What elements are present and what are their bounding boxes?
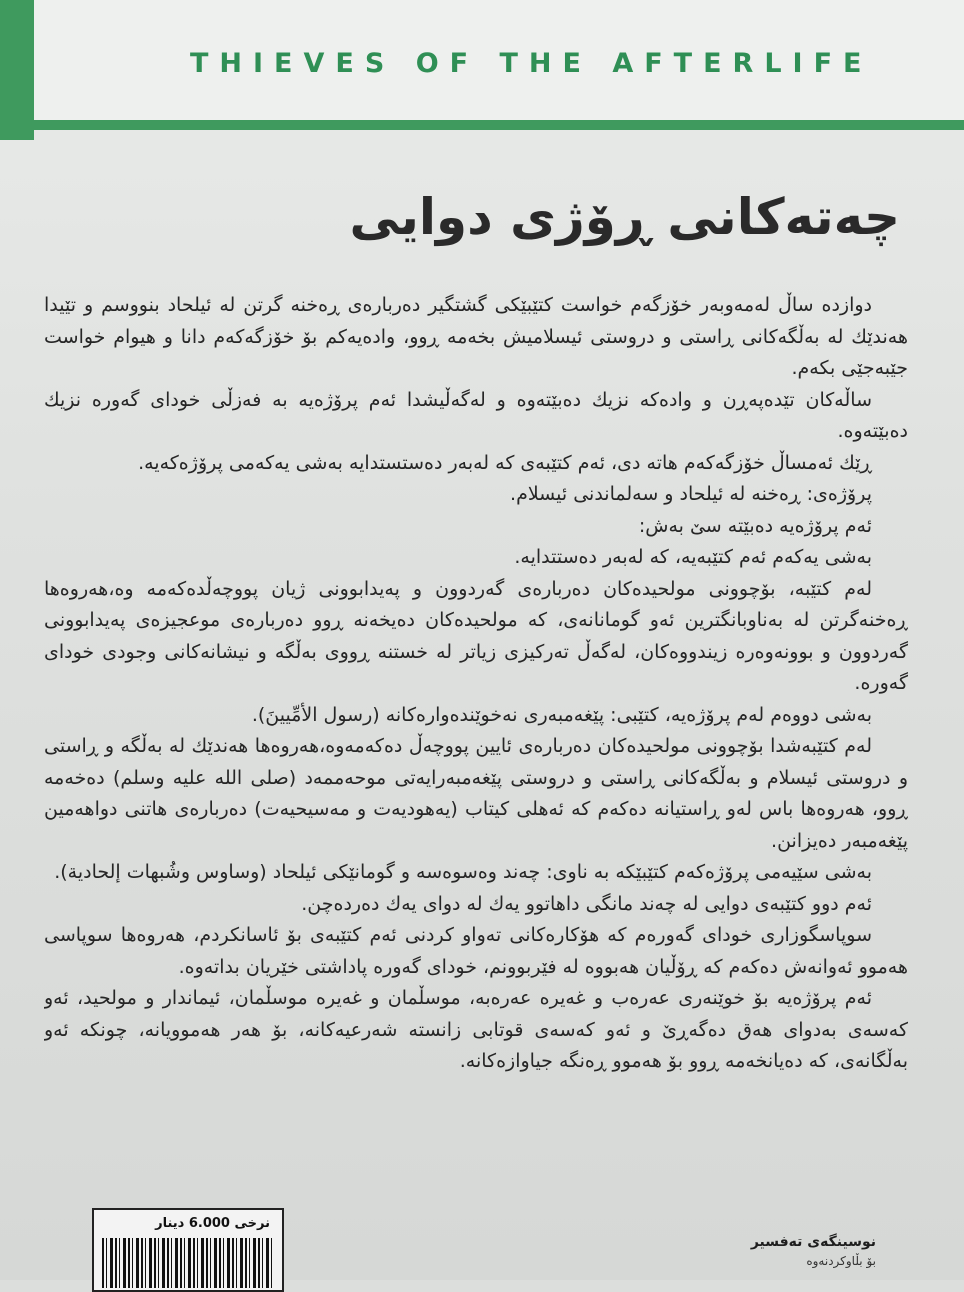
- green-accent-horizontal: [0, 120, 964, 130]
- paragraph: بەشی دووەم لەم پرۆژەیە، کتێبی: پێغەمبەری نەخوێندەوارەکانە (رسول الأمِّيينَ).: [251, 703, 872, 726]
- paragraph: بەشی سێیەمی پرۆژەکەم کتێبێکە بە ناوی: چەند وەسوەسە و گومانێکی ئیلحاد (وساوس وشُبهات إلحادية).: [54, 861, 872, 883]
- paragraph: ئەم پرۆژەیە بۆ خوێنەری عەرەب و غەیرە عەرەبە، موسڵمان و غەیرە موسڵمان، ئیماندار و مولحید، ئەو کەسەی بەدوای هەق دەگەڕێ و ئەو کەسەی قوتابی زانستە شەرعیەکانە، بۆ هەر هەموویانە، چونکە ئەو بەڵگانەی، کە دەیانخەمە ڕوو بۆ هەموو ڕەنگە جیاوازەکانە.: [44, 987, 908, 1072]
- paragraph: دوازدە ساڵ لەمەوبەر خۆزگەم خواست کتێبێکی گشتگیر دەربارەی ڕەخنە گرتن لە ئیلحاد بنووسم و تێیدا هەندێك لە بەڵگەکانی ڕاستی و دروستی ئیسلامیش بخەمە ڕوو، وادەیەکم بۆ خۆزگەکەم دانا و هیوام خواست جێبەجێی بکەم.: [44, 294, 908, 379]
- paragraph: ساڵەکان تێدەپەڕن و وادەکە نزیك دەبێتەوە و لەگەڵیشدا ئەم پرۆژەیە بە فەزڵی خودای گەورە نزیك دەبێتەوە.: [44, 388, 908, 442]
- paragraph: ئەم پرۆژەیە دەبێتە سێ بەش:: [638, 514, 872, 537]
- series-title: THIEVES OF THE AFTERLIFE: [190, 48, 873, 79]
- paragraph: ڕێك ئەمساڵ خۆزگەکەم هاتە دی، ئەم کتێبەی کە لەبەر دەستستدایە بەشی یەکەمی پرۆژەکەیە.: [138, 451, 872, 474]
- publisher-name: نوسینگەی تەفسیر: [750, 1234, 876, 1250]
- paragraph: لەم کتێبەشدا بۆچوونی مولحیدەکان دەربارەی ئایین پووچەڵ دەکەمەوە،هەروەها هەندێك لە بەڵگە و ڕاستی و دروستی ئیسلام و بەڵگەکانی ڕاستی و دروستی پێغەمبەرایەتی موحەممەد (صلى الله عليه وسلم) دەخەمە ڕوو، هەروەها باس لەو ڕاستیانە دەکەم کە ئەهلی کیتاب (یەهودیەت و مەسیحیەت) دەربارەی هاتنی دواهەمین پێغەمبەر دەیزانن.: [44, 735, 908, 852]
- paragraph: سوپاسگوزاری خودای گەورەم کە هۆکارەکانی تەواو کردنی ئەم کتێبەی بۆ ئاسانکردم، هەروەها سوپاسی هەموو ئەوانەش دەکەم کە ڕۆڵیان هەبووە لە فێربوونم، خودای گەورە پاداشتی خێریان بداتەوە.: [44, 924, 908, 978]
- publisher-subtitle: بۆ بڵاوکردنەوە: [806, 1254, 876, 1268]
- paragraph: پرۆژەی: ڕەخنە لە ئیلحاد و سەلماندنی ئیسلام.: [510, 483, 872, 505]
- paragraph: بەشی یەکەم ئەم کتێبەیە، کە لەبەر دەستتدایە.: [514, 546, 872, 568]
- publisher-block: [636, 1232, 876, 1280]
- paragraph: ئەم دوو کتێبەی دوایی لە چەند مانگی داهاتوو یەك لە دوای یەك دەردەچن.: [301, 892, 872, 915]
- barcode: [102, 1238, 272, 1288]
- price-label: نرخی 6.000 دینار: [155, 1216, 270, 1231]
- barcode-sticker: [92, 1208, 284, 1292]
- blurb-text: [44, 290, 908, 1190]
- book-title: چەتەکانی ڕۆژی دوایی: [349, 188, 900, 246]
- green-accent-vertical: [0, 0, 34, 140]
- paragraph: لەم کتێبە، بۆچوونی مولحیدەکان دەربارەی گەردوون و پەیدابوونی ژیان پووچەڵدەکەمە وە،هەروەها ڕەخنەگرتن لە بەناوبانگترین ئەو گومانانەی، کە مولحیدەکان دەیخەنە ڕوو دەربارەی موعجیزەی پەیدابوونی گەردوون و بوونەوەرە زیندووەکان، لەگەڵ تەرکیزی زیاتر لە خستنە ڕووی بەڵگە و نیشانەکانی وجودی خودای گەورە.: [44, 577, 908, 694]
